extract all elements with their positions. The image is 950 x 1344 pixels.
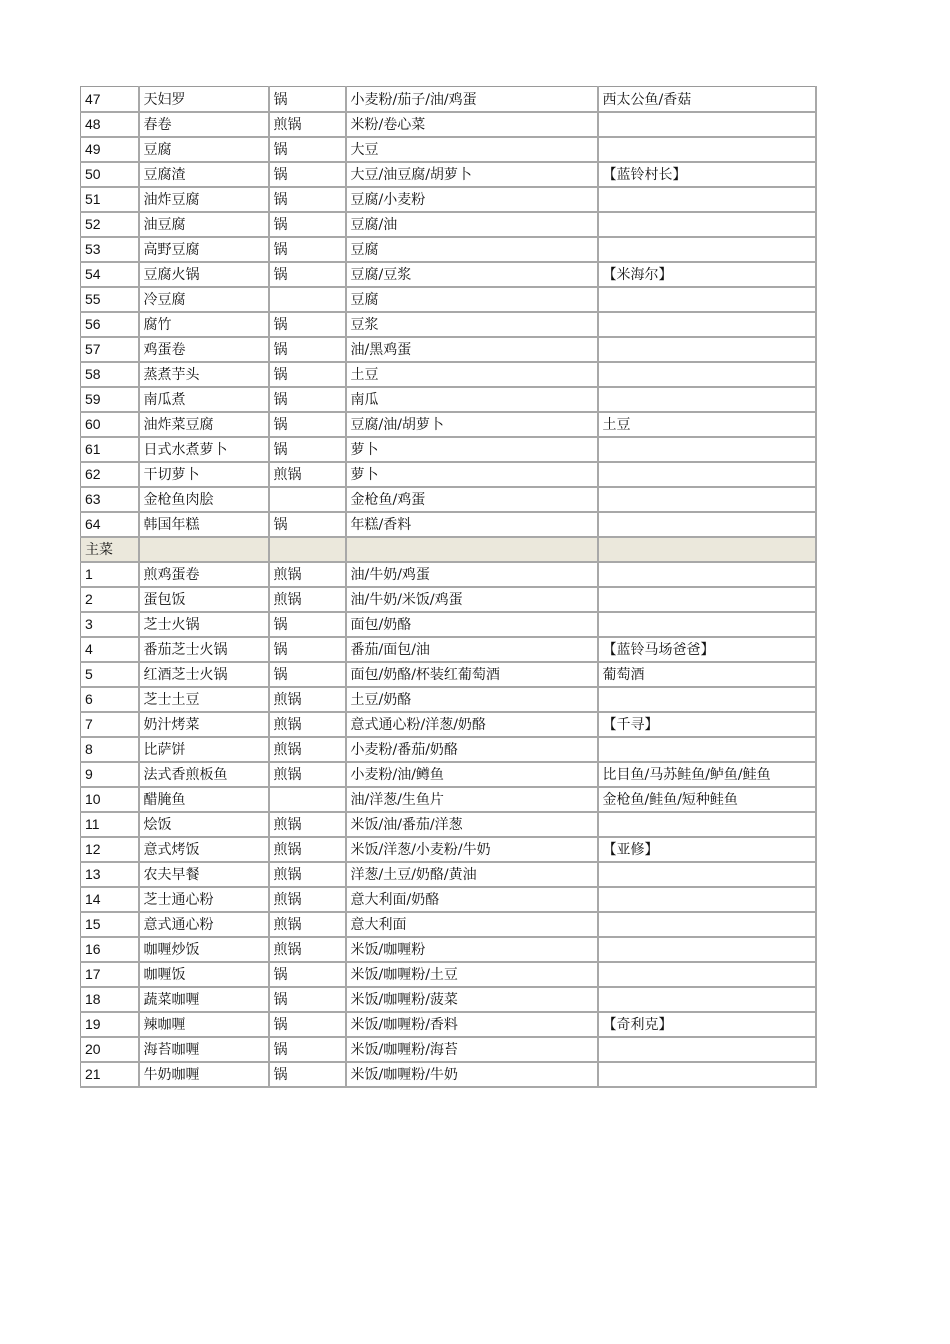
utensil-cell: 锅 xyxy=(269,337,346,362)
table-row xyxy=(81,187,816,212)
notes-cell xyxy=(598,537,816,562)
dish-name-cell: 日式水煮萝卜 xyxy=(139,437,269,462)
utensil-cell xyxy=(269,787,346,812)
row-number-cell: 14 xyxy=(81,887,139,912)
table-row xyxy=(81,312,816,337)
row-number-cell: 52 xyxy=(81,212,139,237)
dish-name-cell: 芝士土豆 xyxy=(139,687,269,712)
dish-name-cell: 油豆腐 xyxy=(139,212,269,237)
row-number-cell: 57 xyxy=(81,337,139,362)
ingredients-cell: 意式通心粉/洋葱/奶酪 xyxy=(346,712,598,737)
notes-cell xyxy=(598,187,816,212)
ingredients-cell: 洋葱/土豆/奶酪/黄油 xyxy=(346,862,598,887)
utensil-cell: 锅 xyxy=(269,662,346,687)
ingredients-cell: 小麦粉/油/鳟鱼 xyxy=(346,762,598,787)
row-number-cell: 4 xyxy=(81,637,139,662)
ingredients-cell: 米饭/咖喱粉/菠菜 xyxy=(346,987,598,1012)
dish-name-cell: 比萨饼 xyxy=(139,737,269,762)
row-number-cell: 17 xyxy=(81,962,139,987)
utensil-cell: 锅 xyxy=(269,262,346,287)
table-row xyxy=(81,662,816,687)
ingredients-cell: 油/黑鸡蛋 xyxy=(346,337,598,362)
dish-name-cell: 芝士火锅 xyxy=(139,612,269,637)
ingredients-cell: 米饭/咖喱粉 xyxy=(346,937,598,962)
dish-name-cell: 南瓜煮 xyxy=(139,387,269,412)
dish-name-cell: 咖喱炒饭 xyxy=(139,937,269,962)
notes-cell xyxy=(598,1062,816,1087)
row-number-cell: 3 xyxy=(81,612,139,637)
notes-cell xyxy=(598,587,816,612)
ingredients-cell: 萝卜 xyxy=(346,462,598,487)
table-row xyxy=(81,387,816,412)
utensil-cell: 锅 xyxy=(269,437,346,462)
ingredients-cell: 米饭/咖喱粉/土豆 xyxy=(346,962,598,987)
notes-cell xyxy=(598,312,816,337)
notes-cell: 西太公鱼/香菇 xyxy=(598,87,816,112)
ingredients-cell: 意大利面 xyxy=(346,912,598,937)
notes-cell: 比目鱼/马苏鲑鱼/鲈鱼/鲑鱼 xyxy=(598,762,816,787)
utensil-cell: 煎锅 xyxy=(269,687,346,712)
dish-name-cell: 辣咖喱 xyxy=(139,1012,269,1037)
table-row xyxy=(81,687,816,712)
table-row xyxy=(81,612,816,637)
dish-name-cell: 农夫早餐 xyxy=(139,862,269,887)
utensil-cell: 煎锅 xyxy=(269,112,346,137)
utensil-cell: 锅 xyxy=(269,637,346,662)
utensil-cell: 煎锅 xyxy=(269,462,346,487)
row-number-cell: 20 xyxy=(81,1037,139,1062)
notes-cell xyxy=(598,987,816,1012)
dish-name-cell: 蛋包饭 xyxy=(139,587,269,612)
recipe-table-body xyxy=(81,87,816,1087)
notes-cell xyxy=(598,462,816,487)
table-row xyxy=(81,437,816,462)
notes-cell xyxy=(598,562,816,587)
notes-cell xyxy=(598,1037,816,1062)
ingredients-cell: 大豆/油豆腐/胡萝卜 xyxy=(346,162,598,187)
row-number-cell: 49 xyxy=(81,137,139,162)
utensil-cell: 煎锅 xyxy=(269,837,346,862)
ingredients-cell: 萝卜 xyxy=(346,437,598,462)
utensil-cell: 煎锅 xyxy=(269,912,346,937)
dish-name-cell: 海苔咖喱 xyxy=(139,1037,269,1062)
section-title-cell: 主菜 xyxy=(81,537,139,562)
notes-cell xyxy=(598,737,816,762)
row-number-cell: 1 xyxy=(81,562,139,587)
row-number-cell: 18 xyxy=(81,987,139,1012)
utensil-cell: 锅 xyxy=(269,962,346,987)
ingredients-cell: 小麦粉/番茄/奶酪 xyxy=(346,737,598,762)
dish-name-cell: 冷豆腐 xyxy=(139,287,269,312)
row-number-cell: 63 xyxy=(81,487,139,512)
ingredients-cell: 南瓜 xyxy=(346,387,598,412)
dish-name-cell: 奶汁烤菜 xyxy=(139,712,269,737)
dish-name-cell: 烩饭 xyxy=(139,812,269,837)
notes-cell xyxy=(598,362,816,387)
utensil-cell: 锅 xyxy=(269,387,346,412)
dish-name-cell: 腐竹 xyxy=(139,312,269,337)
utensil-cell: 煎锅 xyxy=(269,737,346,762)
row-number-cell: 11 xyxy=(81,812,139,837)
utensil-cell: 锅 xyxy=(269,512,346,537)
dish-name-cell: 金枪鱼肉脍 xyxy=(139,487,269,512)
ingredients-cell: 米饭/咖喱粉/牛奶 xyxy=(346,1062,598,1087)
dish-name-cell: 蒸煮芋头 xyxy=(139,362,269,387)
ingredients-cell: 油/牛奶/米饭/鸡蛋 xyxy=(346,587,598,612)
table-row xyxy=(81,262,816,287)
notes-cell: 【米海尔】 xyxy=(598,262,816,287)
dish-name-cell: 法式香煎板鱼 xyxy=(139,762,269,787)
row-number-cell: 55 xyxy=(81,287,139,312)
row-number-cell: 21 xyxy=(81,1062,139,1087)
utensil-cell: 煎锅 xyxy=(269,762,346,787)
dish-name-cell: 豆腐火锅 xyxy=(139,262,269,287)
dish-name-cell: 天妇罗 xyxy=(139,87,269,112)
utensil-cell xyxy=(269,537,346,562)
notes-cell xyxy=(598,862,816,887)
dish-name-cell: 干切萝卜 xyxy=(139,462,269,487)
row-number-cell: 56 xyxy=(81,312,139,337)
row-number-cell: 61 xyxy=(81,437,139,462)
utensil-cell: 锅 xyxy=(269,1062,346,1087)
ingredients-cell: 米粉/卷心菜 xyxy=(346,112,598,137)
table-row xyxy=(81,637,816,662)
table-row xyxy=(81,237,816,262)
ingredients-cell: 意大利面/奶酪 xyxy=(346,887,598,912)
table-row xyxy=(81,87,816,112)
notes-cell xyxy=(598,887,816,912)
notes-cell: 葡萄酒 xyxy=(598,662,816,687)
row-number-cell: 15 xyxy=(81,912,139,937)
row-number-cell: 8 xyxy=(81,737,139,762)
utensil-cell: 锅 xyxy=(269,237,346,262)
notes-cell xyxy=(598,112,816,137)
row-number-cell: 64 xyxy=(81,512,139,537)
row-number-cell: 51 xyxy=(81,187,139,212)
ingredients-cell: 年糕/香料 xyxy=(346,512,598,537)
table-row xyxy=(81,787,816,812)
row-number-cell: 54 xyxy=(81,262,139,287)
notes-cell xyxy=(598,237,816,262)
table-row xyxy=(81,337,816,362)
dish-name-cell: 油炸豆腐 xyxy=(139,187,269,212)
ingredients-cell: 豆腐/油/胡萝卜 xyxy=(346,412,598,437)
dish-name-cell: 芝士通心粉 xyxy=(139,887,269,912)
ingredients-cell: 油/牛奶/鸡蛋 xyxy=(346,562,598,587)
table-row xyxy=(81,162,816,187)
utensil-cell: 煎锅 xyxy=(269,937,346,962)
utensil-cell: 锅 xyxy=(269,412,346,437)
ingredients-cell: 金枪鱼/鸡蛋 xyxy=(346,487,598,512)
table-row xyxy=(81,737,816,762)
utensil-cell: 锅 xyxy=(269,612,346,637)
notes-cell xyxy=(598,487,816,512)
table-row xyxy=(81,1037,816,1062)
row-number-cell: 58 xyxy=(81,362,139,387)
ingredients-cell: 小麦粉/茄子/油/鸡蛋 xyxy=(346,87,598,112)
utensil-cell: 锅 xyxy=(269,312,346,337)
utensil-cell: 煎锅 xyxy=(269,887,346,912)
ingredients-cell: 面包/奶酪/杯装红葡萄酒 xyxy=(346,662,598,687)
table-row xyxy=(81,212,816,237)
notes-cell xyxy=(598,612,816,637)
table-row xyxy=(81,487,816,512)
row-number-cell: 59 xyxy=(81,387,139,412)
notes-cell xyxy=(598,387,816,412)
table-row xyxy=(81,912,816,937)
ingredients-cell: 豆浆 xyxy=(346,312,598,337)
table-row xyxy=(81,462,816,487)
dish-name-cell: 煎鸡蛋卷 xyxy=(139,562,269,587)
table-row xyxy=(81,962,816,987)
notes-cell: 土豆 xyxy=(598,412,816,437)
section-header-row xyxy=(81,537,816,562)
table-row xyxy=(81,512,816,537)
notes-cell xyxy=(598,512,816,537)
utensil-cell xyxy=(269,287,346,312)
utensil-cell: 煎锅 xyxy=(269,587,346,612)
table-row xyxy=(81,587,816,612)
notes-cell xyxy=(598,137,816,162)
table-row xyxy=(81,137,816,162)
ingredients-cell: 豆腐/油 xyxy=(346,212,598,237)
notes-cell xyxy=(598,912,816,937)
ingredients-cell: 米饭/洋葱/小麦粉/牛奶 xyxy=(346,837,598,862)
utensil-cell: 煎锅 xyxy=(269,812,346,837)
utensil-cell: 煎锅 xyxy=(269,562,346,587)
row-number-cell: 60 xyxy=(81,412,139,437)
ingredients-cell: 大豆 xyxy=(346,137,598,162)
utensil-cell: 煎锅 xyxy=(269,712,346,737)
row-number-cell: 50 xyxy=(81,162,139,187)
utensil-cell xyxy=(269,487,346,512)
table-row xyxy=(81,987,816,1012)
utensil-cell: 锅 xyxy=(269,87,346,112)
table-row xyxy=(81,412,816,437)
row-number-cell: 9 xyxy=(81,762,139,787)
row-number-cell: 10 xyxy=(81,787,139,812)
table-row xyxy=(81,112,816,137)
recipe-table xyxy=(80,86,817,1088)
dish-name-cell xyxy=(139,537,269,562)
notes-cell xyxy=(598,287,816,312)
ingredients-cell: 豆腐/豆浆 xyxy=(346,262,598,287)
notes-cell: 【奇利克】 xyxy=(598,1012,816,1037)
table-row xyxy=(81,812,816,837)
notes-cell xyxy=(598,937,816,962)
table-row xyxy=(81,1012,816,1037)
dish-name-cell: 咖喱饭 xyxy=(139,962,269,987)
utensil-cell: 锅 xyxy=(269,212,346,237)
table-row xyxy=(81,287,816,312)
ingredients-cell: 米饭/咖喱粉/香料 xyxy=(346,1012,598,1037)
notes-cell: 【千寻】 xyxy=(598,712,816,737)
table-row xyxy=(81,862,816,887)
notes-cell xyxy=(598,687,816,712)
dish-name-cell: 高野豆腐 xyxy=(139,237,269,262)
table-row xyxy=(81,937,816,962)
row-number-cell: 6 xyxy=(81,687,139,712)
ingredients-cell: 米饭/油/番茄/洋葱 xyxy=(346,812,598,837)
table-row xyxy=(81,1062,816,1087)
notes-cell: 金枪鱼/鲑鱼/短种鲑鱼 xyxy=(598,787,816,812)
dish-name-cell: 醋腌鱼 xyxy=(139,787,269,812)
table-row xyxy=(81,762,816,787)
row-number-cell: 12 xyxy=(81,837,139,862)
row-number-cell: 19 xyxy=(81,1012,139,1037)
ingredients-cell: 面包/奶酪 xyxy=(346,612,598,637)
utensil-cell: 锅 xyxy=(269,162,346,187)
row-number-cell: 2 xyxy=(81,587,139,612)
row-number-cell: 62 xyxy=(81,462,139,487)
ingredients-cell: 豆腐/小麦粉 xyxy=(346,187,598,212)
notes-cell xyxy=(598,337,816,362)
dish-name-cell: 蔬菜咖喱 xyxy=(139,987,269,1012)
row-number-cell: 7 xyxy=(81,712,139,737)
table-row xyxy=(81,837,816,862)
notes-cell xyxy=(598,212,816,237)
table-row xyxy=(81,362,816,387)
dish-name-cell: 春卷 xyxy=(139,112,269,137)
ingredients-cell: 土豆 xyxy=(346,362,598,387)
dish-name-cell: 意式烤饭 xyxy=(139,837,269,862)
ingredients-cell: 豆腐 xyxy=(346,287,598,312)
ingredients-cell xyxy=(346,537,598,562)
notes-cell xyxy=(598,812,816,837)
notes-cell: 【亚修】 xyxy=(598,837,816,862)
utensil-cell: 煎锅 xyxy=(269,862,346,887)
ingredients-cell: 番茄/面包/油 xyxy=(346,637,598,662)
dish-name-cell: 红酒芝士火锅 xyxy=(139,662,269,687)
ingredients-cell: 豆腐 xyxy=(346,237,598,262)
dish-name-cell: 番茄芝士火锅 xyxy=(139,637,269,662)
ingredients-cell: 土豆/奶酪 xyxy=(346,687,598,712)
notes-cell xyxy=(598,962,816,987)
utensil-cell: 锅 xyxy=(269,187,346,212)
row-number-cell: 13 xyxy=(81,862,139,887)
utensil-cell: 锅 xyxy=(269,987,346,1012)
table-row xyxy=(81,562,816,587)
utensil-cell: 锅 xyxy=(269,137,346,162)
dish-name-cell: 油炸菜豆腐 xyxy=(139,412,269,437)
utensil-cell: 锅 xyxy=(269,362,346,387)
dish-name-cell: 意式通心粉 xyxy=(139,912,269,937)
table-row xyxy=(81,887,816,912)
dish-name-cell: 韩国年糕 xyxy=(139,512,269,537)
notes-cell: 【蓝铃村长】 xyxy=(598,162,816,187)
dish-name-cell: 牛奶咖喱 xyxy=(139,1062,269,1087)
ingredients-cell: 油/洋葱/生鱼片 xyxy=(346,787,598,812)
table-row xyxy=(81,712,816,737)
row-number-cell: 47 xyxy=(81,87,139,112)
ingredients-cell: 米饭/咖喱粉/海苔 xyxy=(346,1037,598,1062)
dish-name-cell: 豆腐 xyxy=(139,137,269,162)
row-number-cell: 16 xyxy=(81,937,139,962)
notes-cell: 【蓝铃马场爸爸】 xyxy=(598,637,816,662)
notes-cell xyxy=(598,437,816,462)
utensil-cell: 锅 xyxy=(269,1012,346,1037)
row-number-cell: 53 xyxy=(81,237,139,262)
row-number-cell: 5 xyxy=(81,662,139,687)
utensil-cell: 锅 xyxy=(269,1037,346,1062)
row-number-cell: 48 xyxy=(81,112,139,137)
dish-name-cell: 豆腐渣 xyxy=(139,162,269,187)
dish-name-cell: 鸡蛋卷 xyxy=(139,337,269,362)
